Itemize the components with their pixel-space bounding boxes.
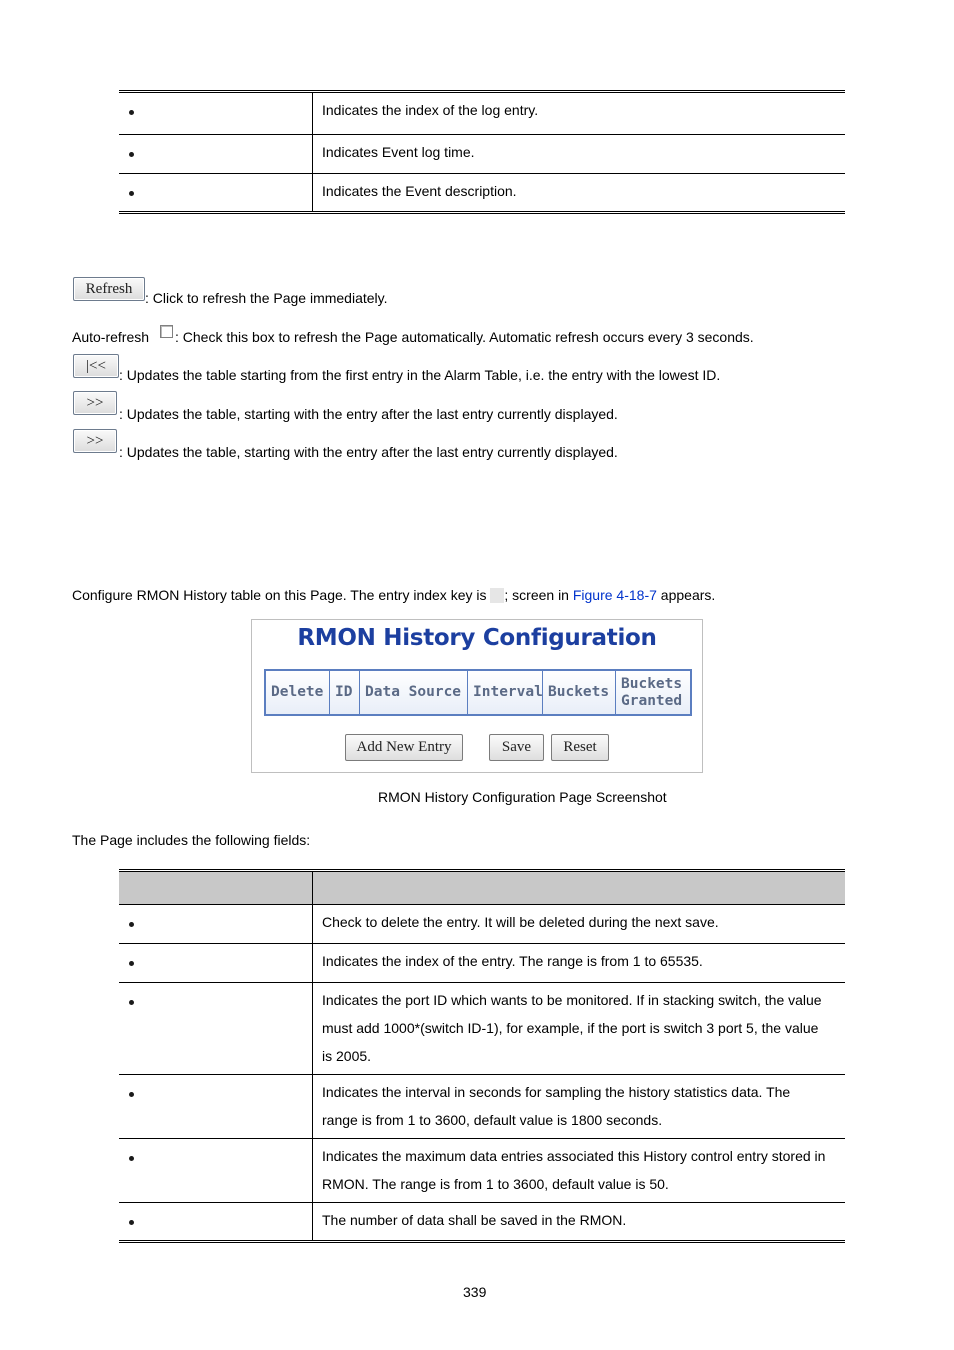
column-interval: Interval xyxy=(468,671,543,714)
table-row xyxy=(119,92,845,135)
field-description: Indicates the index of the log entry. xyxy=(313,92,846,135)
auto-refresh-label: Auto-refresh xyxy=(72,329,150,345)
history-table-header xyxy=(264,669,692,716)
field-description: Indicates the port ID which wants to be monitored. If in stacking switch, the value xyxy=(322,992,822,1008)
column-data-source: Data Source xyxy=(360,671,468,714)
field-description: Indicates the index of the entry. The range is from 1 to 65535. xyxy=(322,953,703,969)
first-page-button[interactable]: |<< xyxy=(73,354,119,378)
next-page-button[interactable]: >> xyxy=(73,391,117,415)
refresh-button[interactable]: Refresh xyxy=(73,277,145,301)
table-row xyxy=(119,1203,845,1242)
add-new-entry-button[interactable]: Add New Entry xyxy=(345,734,463,761)
refresh-description: : Click to refresh the Page immediately. xyxy=(145,290,388,306)
bullet-icon xyxy=(129,1156,134,1161)
intro-text-before: Configure RMON History table on this Page. The entry index key is xyxy=(72,587,491,603)
auto-refresh-checkbox[interactable] xyxy=(160,325,173,338)
table-row xyxy=(119,135,845,174)
field-description: Indicates the interval in seconds for sampling the history statistics data. The xyxy=(322,1084,791,1100)
field-description: Indicates the Event description. xyxy=(322,183,517,199)
figure-link[interactable]: Figure 4-18-7 xyxy=(572,587,657,603)
bullet-icon xyxy=(129,191,134,196)
table-row xyxy=(119,174,845,213)
bullet-icon xyxy=(129,1092,134,1097)
table-row xyxy=(119,1075,845,1139)
next-page-button-2[interactable]: >> xyxy=(73,429,117,453)
column-buckets: Buckets xyxy=(543,671,616,714)
table-row xyxy=(119,1139,845,1203)
intro-text-middle: ; screen in xyxy=(504,587,573,603)
first-page-description: : Updates the table starting from the first entry in the Alarm Table, i.e. the entry with the lowest ID. xyxy=(119,367,721,383)
auto-refresh-description: : Check this box to refresh the Page automatically. Automatic refresh occurs every 3 seconds. xyxy=(175,329,754,345)
table-header-row xyxy=(119,871,845,905)
next-page-description: : Updates the table, starting with the entry after the last entry currently displayed. xyxy=(119,406,618,422)
page-title: RMON History Configuration xyxy=(297,625,657,651)
page-number: 339 xyxy=(463,1284,487,1300)
field-description: The number of data shall be saved in the RMON. xyxy=(322,1212,627,1228)
index-key-placeholder xyxy=(490,588,504,603)
table-row xyxy=(119,944,845,983)
table-row xyxy=(119,983,845,1075)
fields-intro: The Page includes the following fields: xyxy=(72,832,311,848)
field-description: range is from 1 to 3600, default value is 1800 seconds. xyxy=(322,1112,663,1128)
field-description: Indicates Event log time. xyxy=(313,135,846,174)
column-delete: Delete xyxy=(266,671,330,714)
field-description: Indicates the maximum data entries associated this History control entry stored in xyxy=(322,1148,826,1164)
figure-caption: RMON History Configuration Page Screenshot xyxy=(378,789,667,805)
field-description: must add 1000*(switch ID-1), for example, if the port is switch 3 port 5, the value xyxy=(322,1020,819,1036)
field-description: is 2005. xyxy=(322,1048,372,1064)
reset-button[interactable]: Reset xyxy=(551,734,609,761)
field-description: RMON. The range is from 1 to 3600, default value is 50. xyxy=(322,1176,669,1192)
intro-text-after: appears. xyxy=(656,587,716,603)
bullet-icon xyxy=(129,1000,134,1005)
bullet-icon xyxy=(129,922,134,927)
bullet-icon xyxy=(129,110,134,115)
table-row xyxy=(119,905,845,944)
column-buckets-granted: Buckets Granted xyxy=(621,675,683,709)
next-page-description-2: : Updates the table, starting with the entry after the last entry currently displayed. xyxy=(119,444,618,460)
intro-paragraph xyxy=(72,587,715,603)
bullet-icon xyxy=(129,961,134,966)
save-button[interactable]: Save xyxy=(489,734,544,761)
bullet-icon xyxy=(129,1220,134,1225)
field-description: Check to delete the entry. It will be deleted during the next save. xyxy=(322,914,719,930)
bullet-icon xyxy=(129,152,134,157)
event-log-fields-table xyxy=(119,90,845,214)
rmon-history-screenshot xyxy=(251,619,703,773)
history-fields-table xyxy=(119,869,845,1243)
column-id: ID xyxy=(330,671,360,714)
